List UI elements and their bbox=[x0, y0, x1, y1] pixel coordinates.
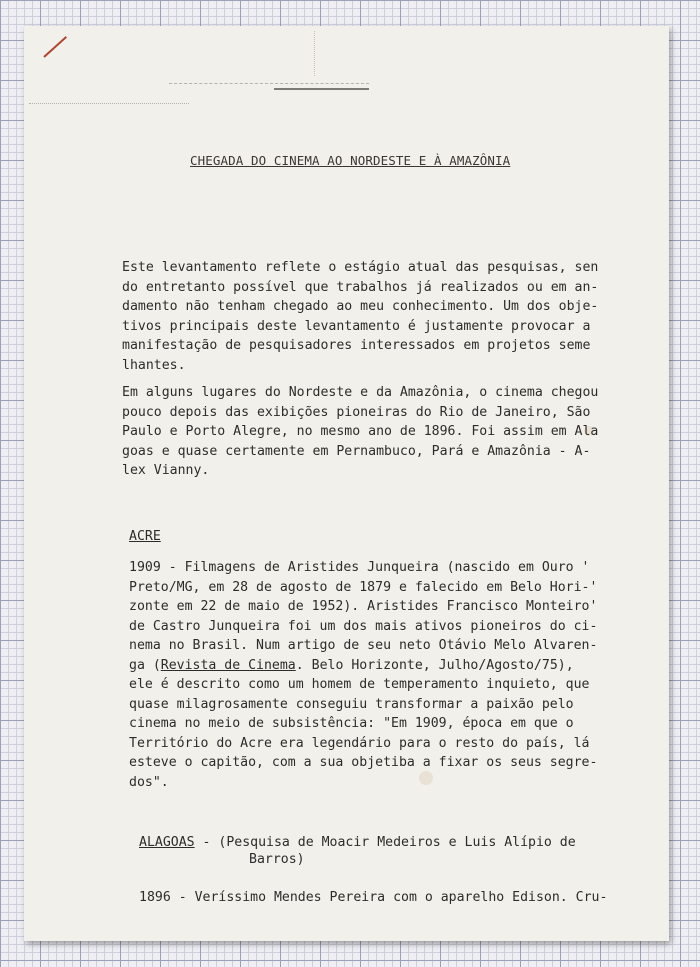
text-line: ele é descrito como um homem de temperamento inquieto, que bbox=[129, 677, 590, 692]
text-line: lex Vianny. bbox=[122, 463, 210, 478]
section-heading-alagoas bbox=[139, 834, 576, 868]
text-line: do entretanto possível que trabalhos já realizados ou em an- bbox=[122, 279, 599, 295]
intro-paragraph bbox=[122, 258, 612, 375]
document-title: CHEGADA DO CINEMA AO NORDESTE E À AMAZÔNIA bbox=[190, 153, 511, 168]
publication-title: Revista de Cinema bbox=[160, 657, 296, 673]
text-line: zonte em 22 de maio de 1952). Aristides Francisco Monteiro' bbox=[129, 599, 598, 614]
smudge-mark bbox=[314, 31, 316, 76]
research-note-continued: Barros) bbox=[249, 852, 305, 867]
smudge-mark bbox=[29, 103, 189, 105]
section-heading-acre: ACRE bbox=[129, 529, 161, 544]
text-line: damento não tenham chegado ao meu conhecimento. Um dos obje- bbox=[122, 299, 599, 314]
text-line bbox=[129, 656, 619, 676]
text-line: esteve o capitão, com a sua objetiba a fixar os seus segre- bbox=[129, 755, 598, 770]
smudge-mark bbox=[169, 83, 369, 85]
text-fragment: ga ( bbox=[129, 657, 161, 673]
section-name: ALAGOAS bbox=[139, 835, 195, 850]
pen-mark bbox=[43, 36, 67, 58]
acre-paragraph bbox=[129, 558, 619, 792]
text-line: nema no Brasil. Num artigo de seu neto Otávio Melo Alvaren- bbox=[129, 638, 598, 653]
text-line: Em alguns lugares do Nordeste e da Amazônia, o cinema chegou bbox=[122, 385, 599, 400]
text-line: 1896 - Veríssimo Mendes Pereira com o aparelho Edison. Cru- bbox=[139, 890, 608, 905]
text-line: tivos principais deste levantamento é justamente provocar a bbox=[122, 318, 591, 334]
text-line: de Castro Junqueira foi um dos mais ativos pioneiros do ci- bbox=[129, 618, 598, 634]
text-line: dos". bbox=[129, 774, 169, 790]
text-line: manifestação de pesquisadores interessados em projetos seme bbox=[122, 338, 591, 353]
text-line: Preto/MG, em 28 de agosto de 1879 e falecido em Belo Hori-' bbox=[129, 579, 598, 595]
text-line: pouco depois das exibições pioneiras do Rio de Janeiro, São bbox=[122, 404, 591, 420]
text-line: cinema no meio de subsistência: "Em 1909, época em que o bbox=[129, 716, 574, 731]
document-page bbox=[24, 26, 669, 941]
text-line: goas e quase certamente em Pernambuco, Pará e Amazônia - A- bbox=[122, 443, 591, 459]
context-paragraph bbox=[122, 383, 612, 481]
text-line: Este levantamento reflete o estágio atual das pesquisas, sen bbox=[122, 260, 599, 275]
smudge-mark bbox=[274, 88, 369, 90]
research-note: - (Pesquisa de Moacir Medeiros e Luis Alípio de bbox=[194, 835, 576, 850]
text-line: 1909 - Filmagens de Aristides Junqueira (nascido em Ouro ' bbox=[129, 560, 590, 575]
text-line: quase milagrosamente conseguiu transformar a paixão pelo bbox=[129, 696, 574, 712]
text-line: Paulo e Porto Alegre, no mesmo ano de 1896. Foi assim em Ala bbox=[122, 424, 599, 439]
text-fragment: . Belo Horizonte, Julho/Agosto/75), bbox=[295, 657, 574, 673]
text-line: Território do Acre era legendário para o resto do país, lá bbox=[129, 735, 590, 751]
text-line: lhantes. bbox=[122, 357, 186, 373]
